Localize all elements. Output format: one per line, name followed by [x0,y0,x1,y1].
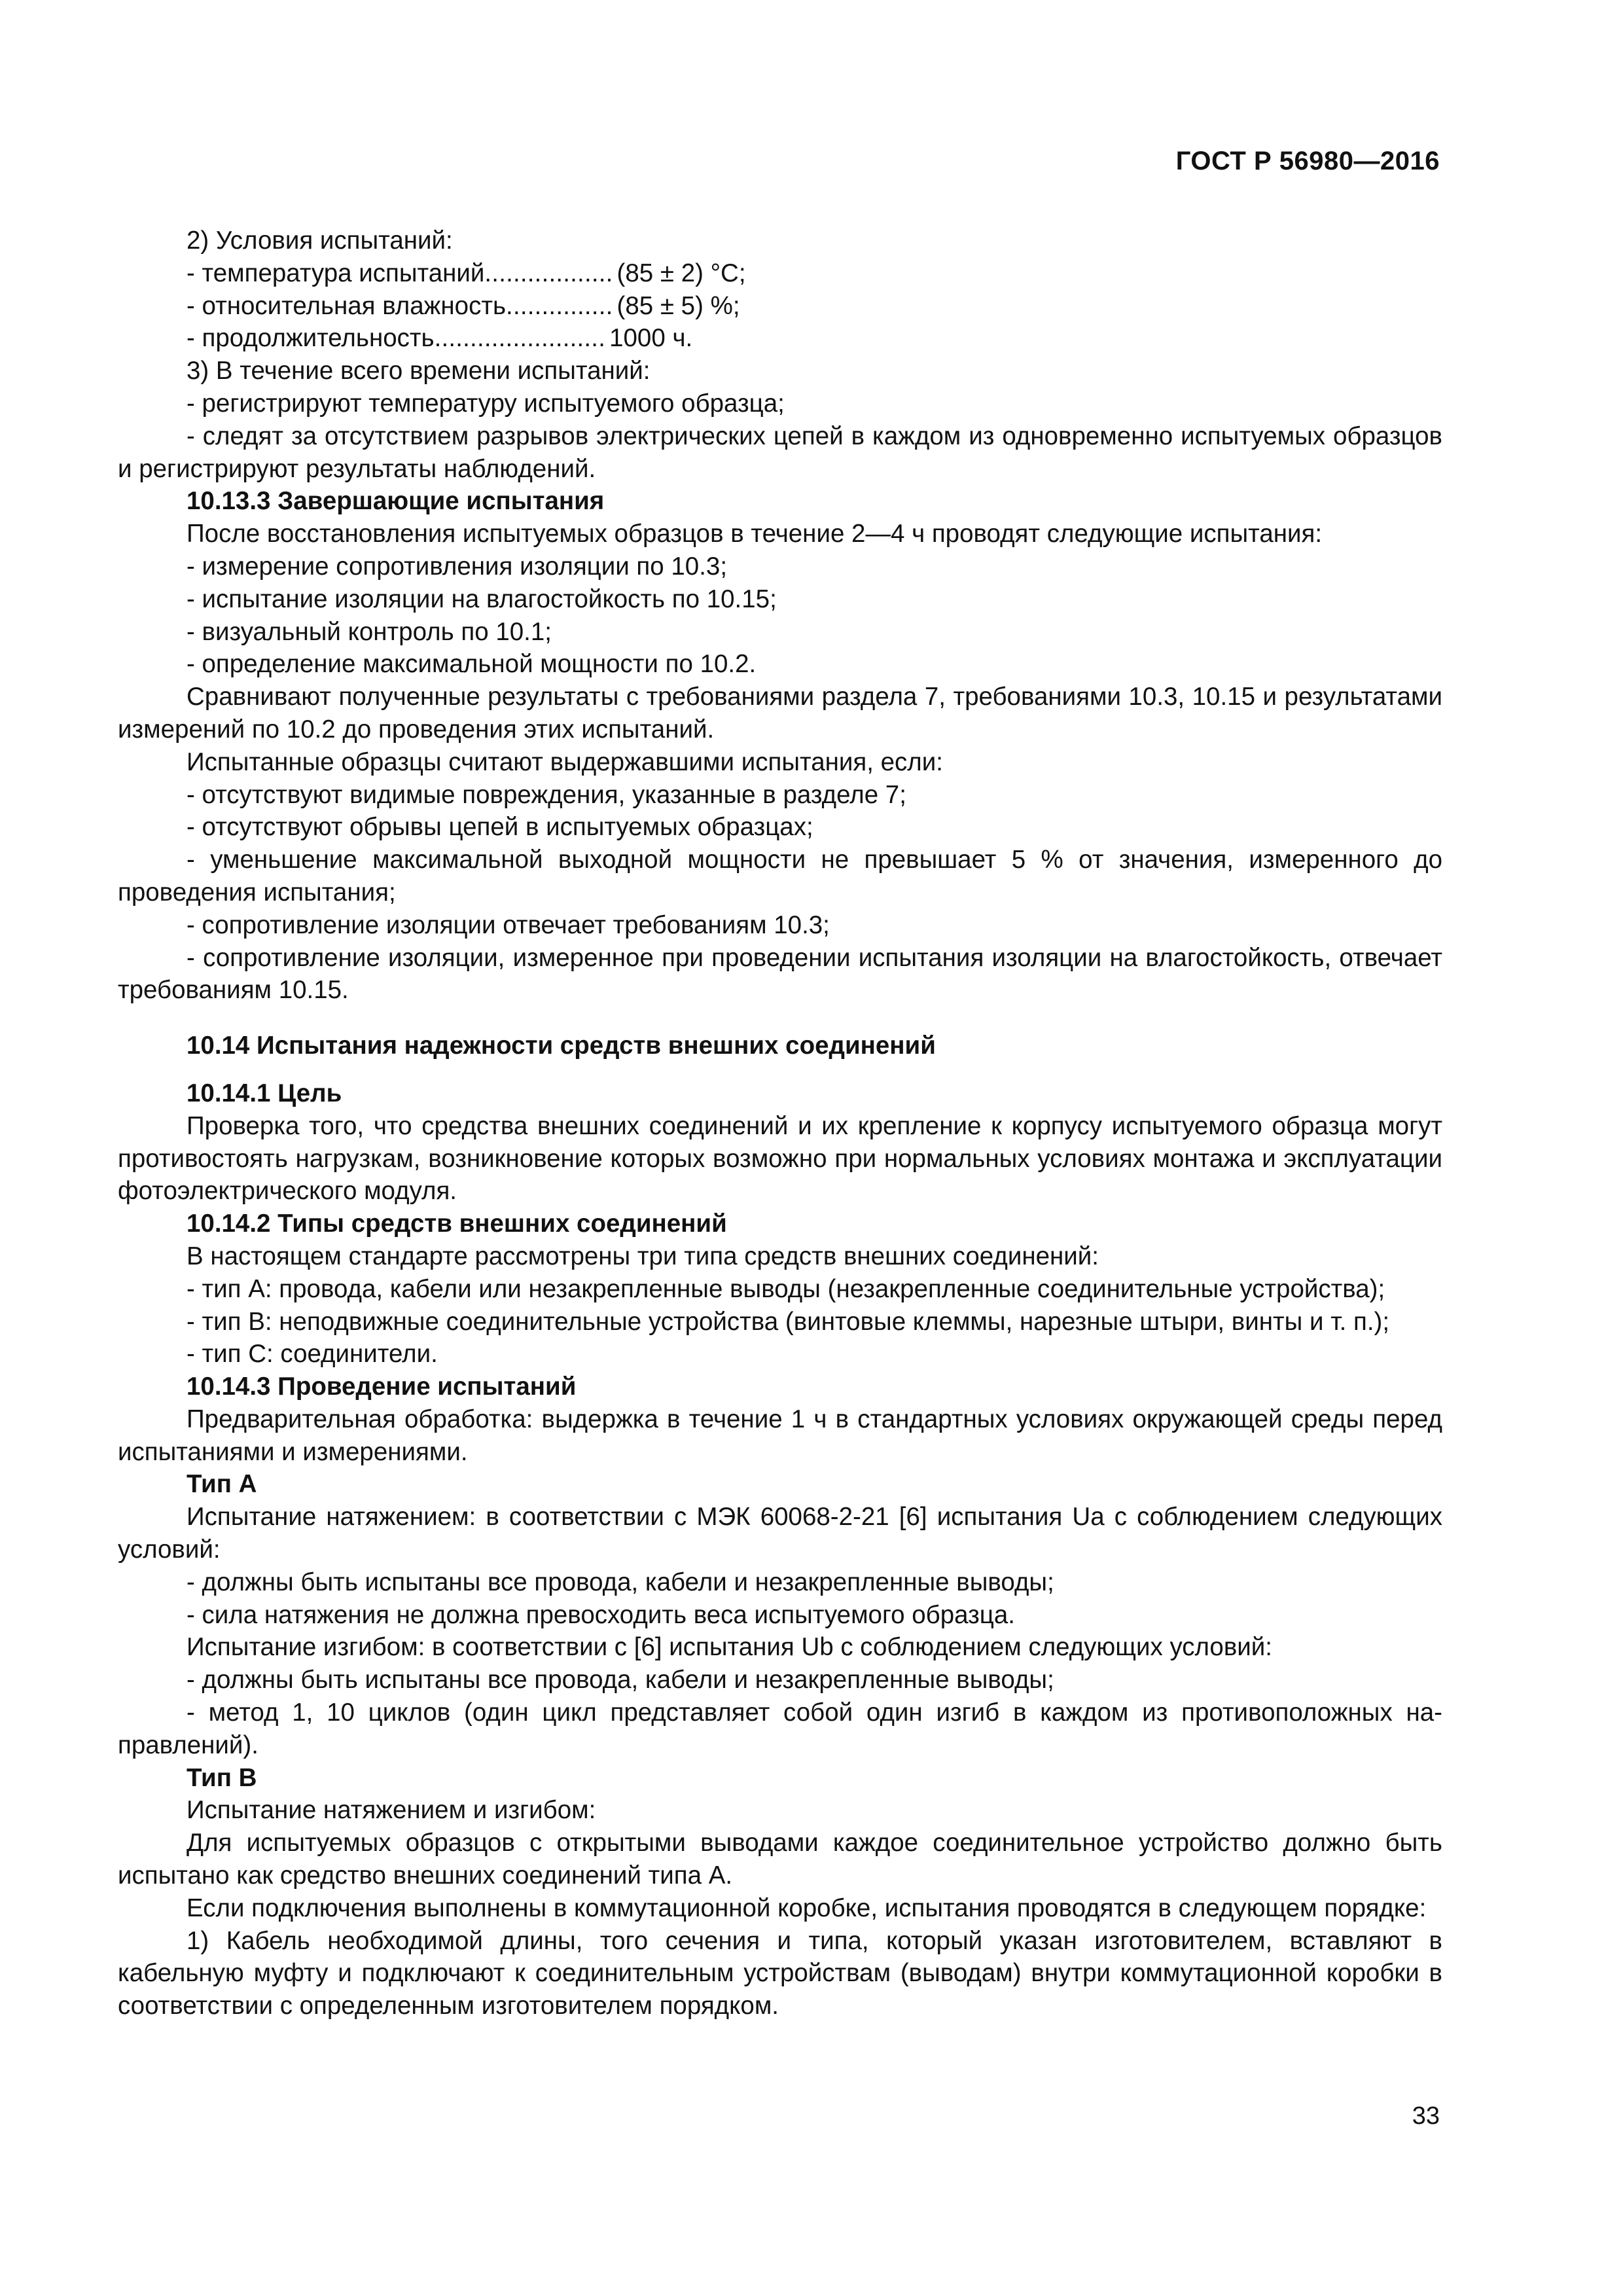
condition-label: - температура испытаний [187,259,485,287]
condition-label: - продолжительность [187,324,435,353]
list-item: - тип А: провода, кабели или незакрепленные выводы (незакрепленные соединительные устройства); [187,1274,1385,1303]
list-item: - должны быть испытаны все провода, кабели и незакрепленные выводы; [187,1666,1054,1695]
list-item: - метод 1, 10 циклов (один цикл представляет собой один изгиб в каждом из противоположных направлений). [118,1698,1442,1759]
list-item: - сопротивление изоляции отвечает требованиям 10.3; [187,910,830,939]
list-item: - определение максимальной мощности по 10.2. [187,650,757,679]
list-item: - должны быть испытаны все провода, кабели и незакрепленные выводы; [187,1568,1054,1596]
paragraph: Испытанные образцы считают выдержавшими испытания, если: [187,747,943,776]
list-item: - визуальный контроль по 10.1; [187,617,552,646]
condition-value: (85 ± 5) %; [616,291,740,320]
paragraph: Для испытуемых образцов с открытыми выводами каждое соединительное устройство должно быть испытано как средство внешних соединений типа А. [118,1829,1442,1890]
paragraph: После восстановления испытуемых образцов в течение 2—4 ч проводят следующие испытания: [187,520,1323,548]
document-code-header: ГОСТ Р 56980—2016 [1175,147,1440,175]
paragraph: Испытание натяжением: в соответствии с МЭК 60068-2-21 [6] испытания Ua с соблюдением следующих условий: [118,1503,1442,1564]
section-heading-10-14-1: 10.14.1 Цель [187,1079,342,1107]
paragraph: Испытание изгибом: в соответствии с [6] испытания Ub с соблюдением следующих условий: [187,1633,1272,1662]
leader-dots: ........................ [434,324,606,353]
leader-dots: ............... [506,291,613,320]
section-heading-10-14-3: 10.14.3 Проведение испытаний [187,1372,577,1401]
list-item: - тип В: неподвижные соединительные устройства (винтовые клеммы, нарезные штыри, винты и т. п.); [187,1307,1390,1336]
list-item: - сила натяжения не должна превосходить веса испытуемого образца. [187,1600,1015,1629]
paragraph: В настоящем стандарте рассмотрены три типа средств внешних соединений: [187,1242,1099,1270]
paragraph: Предварительная обработка: выдержка в течение 1 ч в стандартных условиях окружающей среды перед испытаниями и измерениями. [118,1405,1442,1466]
paragraph: Сравнивают полученные результаты с требованиями раздела 7, требованиями 10.3, 10.15 и результатами измерений по 10.2 до проведения этих испытаний. [118,683,1442,744]
paragraph: Если подключения выполнены в коммутационной коробке, испытания проводятся в следующем порядке: [187,1893,1427,1922]
section-heading-10-14: 10.14 Испытания надежности средств внешних соединений [187,1031,936,1060]
page-body [118,224,1442,2022]
list-item: - уменьшение максимальной выходной мощности не превышает 5 % от значения, измеренного до проведения испытания; [118,846,1442,906]
list-item: - тип С: соединители. [187,1340,438,1369]
page-number: 33 [1412,2102,1440,2130]
list-item: - сопротивление изоляции, измеренное при проведении испытания изоляции на влагостойкость, отвечает требованиям 10.15. [118,943,1442,1005]
condition-value: (85 ± 2) °С; [616,259,746,287]
paragraph: 3) В течение всего времени испытаний: [187,357,651,386]
leader-dots: .................. [484,259,613,287]
paragraph: Испытание натяжением и изгибом: [187,1796,596,1825]
condition-label: - относительная влажность [187,291,507,320]
type-a-heading: Тип А [187,1470,257,1499]
section-heading-10-13-3: 10.13.3 Завершающие испытания [187,487,605,516]
list-item: - регистрируют температуру испытуемого образца; [187,389,785,418]
paragraph: Проверка того, что средства внешних соединений и их крепление к корпусу испытуемого образца могут противостоять нагрузкам, возникновение которых возможно при нормальных условиях монтажа и эксплуатации фотоэлектрического модуля. [118,1111,1442,1206]
condition-humidity [118,290,1442,323]
type-b-heading: Тип В [187,1763,257,1792]
condition-temperature [118,257,1442,290]
list-item: - измерение сопротивления изоляции по 10.3; [187,552,728,581]
condition-duration [118,322,1442,355]
section-heading-10-14-2: 10.14.2 Типы средств внешних соединений [187,1210,727,1238]
condition-value: 1000 ч. [609,324,693,353]
paragraph: 1) Кабель необходимой длины, того сечения и типа, который указан изготовителем, вставляют в кабельную муфту и подключают к соединительным устройствам (выводам) внутри коммутационной коробки в соответствии с определенным изготовителем порядком. [118,1926,1442,2020]
list-item: - испытание изоляции на влагостойкость по 10.15; [187,584,777,613]
list-item: - следят за отсутствием разрывов электрических цепей в каждом из одновременно испытуемых образцов и регистрируют результаты наблюдений. [118,422,1442,483]
test-conditions-intro: 2) Условия испытаний: [187,226,453,255]
list-item: - отсутствуют обрывы цепей в испытуемых образцах; [187,813,813,842]
list-item: - отсутствуют видимые повреждения, указанные в разделе 7; [187,780,906,809]
